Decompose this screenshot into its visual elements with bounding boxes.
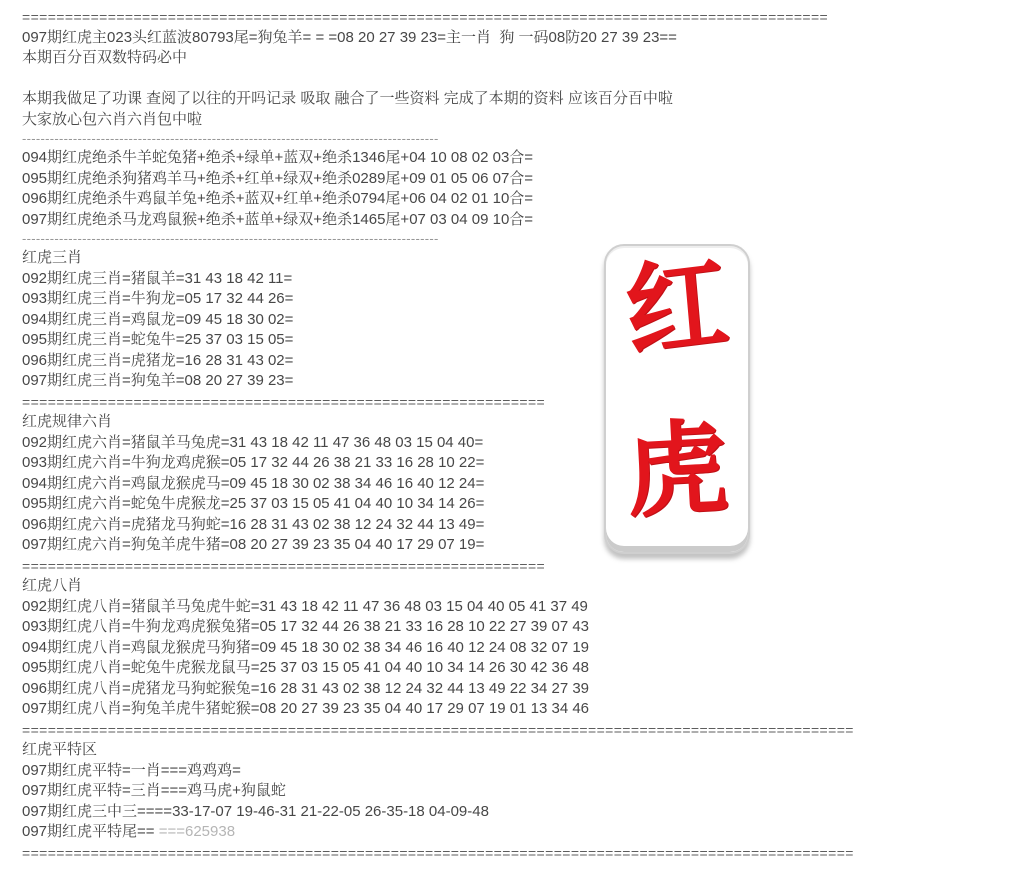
baxiao-title: 红虎八肖 xyxy=(22,577,83,594)
juesha-line: 095期红虎绝杀狗猪鸡羊马+绝杀+红单+绿双+绝杀0289尾+09 01 05 06 07合= xyxy=(22,169,534,187)
liuxiao-line: 092期红虎六肖=猪鼠羊马兔虎=31 43 18 42 11 47 36 48 03 15 04 40= xyxy=(22,433,484,451)
sanxiao-line: 097期红虎三肖=狗兔羊=08 20 27 39 23= xyxy=(22,372,294,389)
separator-liuxiao: ============================================================= xyxy=(22,393,546,410)
liuxiao-block xyxy=(22,433,1022,556)
separator-baxiao: ============================================================= xyxy=(22,557,546,574)
sanxiao-line: 093期红虎三肖=牛狗龙=05 17 32 44 26= xyxy=(22,290,294,307)
baxiao-line: 096期红虎八肖=虎猪龙马狗蛇猴兔=16 28 31 43 02 38 12 24 32 44 13 49 22 34 27 39 xyxy=(22,679,590,697)
pingte-line: 097期红虎平特=三肖===鸡马虎+狗鼠蛇 xyxy=(22,782,286,799)
juesha-line: 097期红虎绝杀马龙鸡鼠猴+绝杀+蓝单+绿双+绝杀1465尾+07 03 04 09 10合= xyxy=(22,210,534,228)
liuxiao-line: 096期红虎六肖=虎猪龙马狗蛇=16 28 31 43 02 38 12 24 32 44 13 49= xyxy=(22,515,485,533)
baxiao-line: 093期红虎八肖=牛狗龙鸡虎猴兔猪=05 17 32 44 26 38 21 33 16 28 10 22 27 39 07 43 xyxy=(22,618,590,635)
separator-dashed-top: ------------------------------------------------------------------------------------------ xyxy=(22,131,439,146)
spacer-line xyxy=(22,69,1022,90)
baxiao-line: 095期红虎八肖=蛇兔牛虎猴龙鼠马=25 37 03 15 05 41 04 40 10 34 14 26 30 42 36 48 xyxy=(22,659,590,676)
juesha-line: 094期红虎绝杀牛羊蛇兔猪+绝杀+绿单+蓝双+绝杀1346尾+04 10 08 02 03合= xyxy=(22,149,534,166)
header-prediction-line: 097期红虎主023头红蓝波80793尾=狗兔羊= = =08 20 27 39 23=主一肖 狗 一码08防20 27 39 23== xyxy=(22,28,677,46)
badge-char-hong: 红 xyxy=(621,242,733,375)
baxiao-line: 097期红虎八肖=狗兔羊虎牛猪蛇猴=08 20 27 39 23 35 04 40 17 29 07 19 01 13 34 46 xyxy=(22,700,590,717)
intro-block xyxy=(22,89,1022,130)
badge-char-hu: 虎 xyxy=(622,408,732,533)
sanxiao-line: 092期红虎三肖=猪鼠羊=31 43 18 42 11= xyxy=(22,269,293,287)
sanxiao-line: 094期红虎三肖=鸡鼠龙=09 45 18 30 02= xyxy=(22,310,294,328)
baxiao-line: 092期红虎八肖=猪鼠羊马兔虎牛蛇=31 43 18 42 11 47 36 48 03 15 04 40 05 41 37 49 xyxy=(22,597,588,615)
separator-dashed-bottom: ------------------------------------------------------------------------------------------ xyxy=(22,231,439,246)
juesha-line: 096期红虎绝杀牛鸡鼠羊兔+绝杀+蓝双+红单+绝杀0794尾+06 04 02 01 10合= xyxy=(22,190,534,207)
header-claim-line: 本期百分百双数特码必中 xyxy=(22,49,188,66)
pingte-tail-line xyxy=(22,822,1022,843)
pingte-title: 红虎平特区 xyxy=(22,741,98,758)
pingte-tail-label: 097期红虎平特尾== xyxy=(22,823,159,840)
intro-line: 本期我做足了功课 查阅了以往的开吗记录 吸取 融合了一些资料 完成了本期的资料 应该百分百中啦 xyxy=(22,90,673,107)
pingte-tail-value: ===625938 xyxy=(158,823,236,840)
liuxiao-line: 094期红虎六肖=鸡鼠龙猴虎马=09 45 18 30 02 38 34 46 16 40 12 24= xyxy=(22,474,485,492)
liuxiao-line: 095期红虎六肖=蛇兔牛虎猴龙=25 37 03 15 05 41 04 40 10 34 14 26= xyxy=(22,495,485,512)
intro-line: 大家放心包六肖六肖包中啦 xyxy=(22,110,203,128)
separator-bottom: ================================================================================================= xyxy=(22,844,854,861)
separator-pingte-top: ================================================================================================= xyxy=(22,721,854,738)
pingte-block xyxy=(22,761,1022,823)
baxiao-line: 094期红虎八肖=鸡鼠龙猴虎马狗猪=09 45 18 30 02 38 34 46 16 40 12 24 08 32 07 19 xyxy=(22,638,590,656)
sanxiao-title: 红虎三肖 xyxy=(22,249,83,266)
sanxiao-block xyxy=(22,269,1022,392)
separator-top: ============================================================================================== xyxy=(22,9,829,25)
pingte-line: 097期红虎三中三====33-17-07 19-46-31 21-22-05 26-35-18 04-09-48 xyxy=(22,802,489,820)
sanxiao-line: 095期红虎三肖=蛇兔牛=25 37 03 15 05= xyxy=(22,331,294,348)
red-tiger-badge xyxy=(604,244,750,554)
liuxiao-title: 红虎规律六肖 xyxy=(22,413,113,430)
liuxiao-line: 097期红虎六肖=狗兔羊虎牛猪=08 20 27 39 23 35 04 40 17 29 07 19= xyxy=(22,536,485,553)
pingte-line: 097期红虎平特=一肖===鸡鸡鸡= xyxy=(22,761,241,779)
juesha-block xyxy=(22,148,1022,230)
baxiao-block xyxy=(22,597,1022,720)
liuxiao-line: 093期红虎六肖=牛狗龙鸡虎猴=05 17 32 44 26 38 21 33 16 28 10 22= xyxy=(22,454,485,471)
sanxiao-line: 096期红虎三肖=虎猪龙=16 28 31 43 02= xyxy=(22,351,294,369)
